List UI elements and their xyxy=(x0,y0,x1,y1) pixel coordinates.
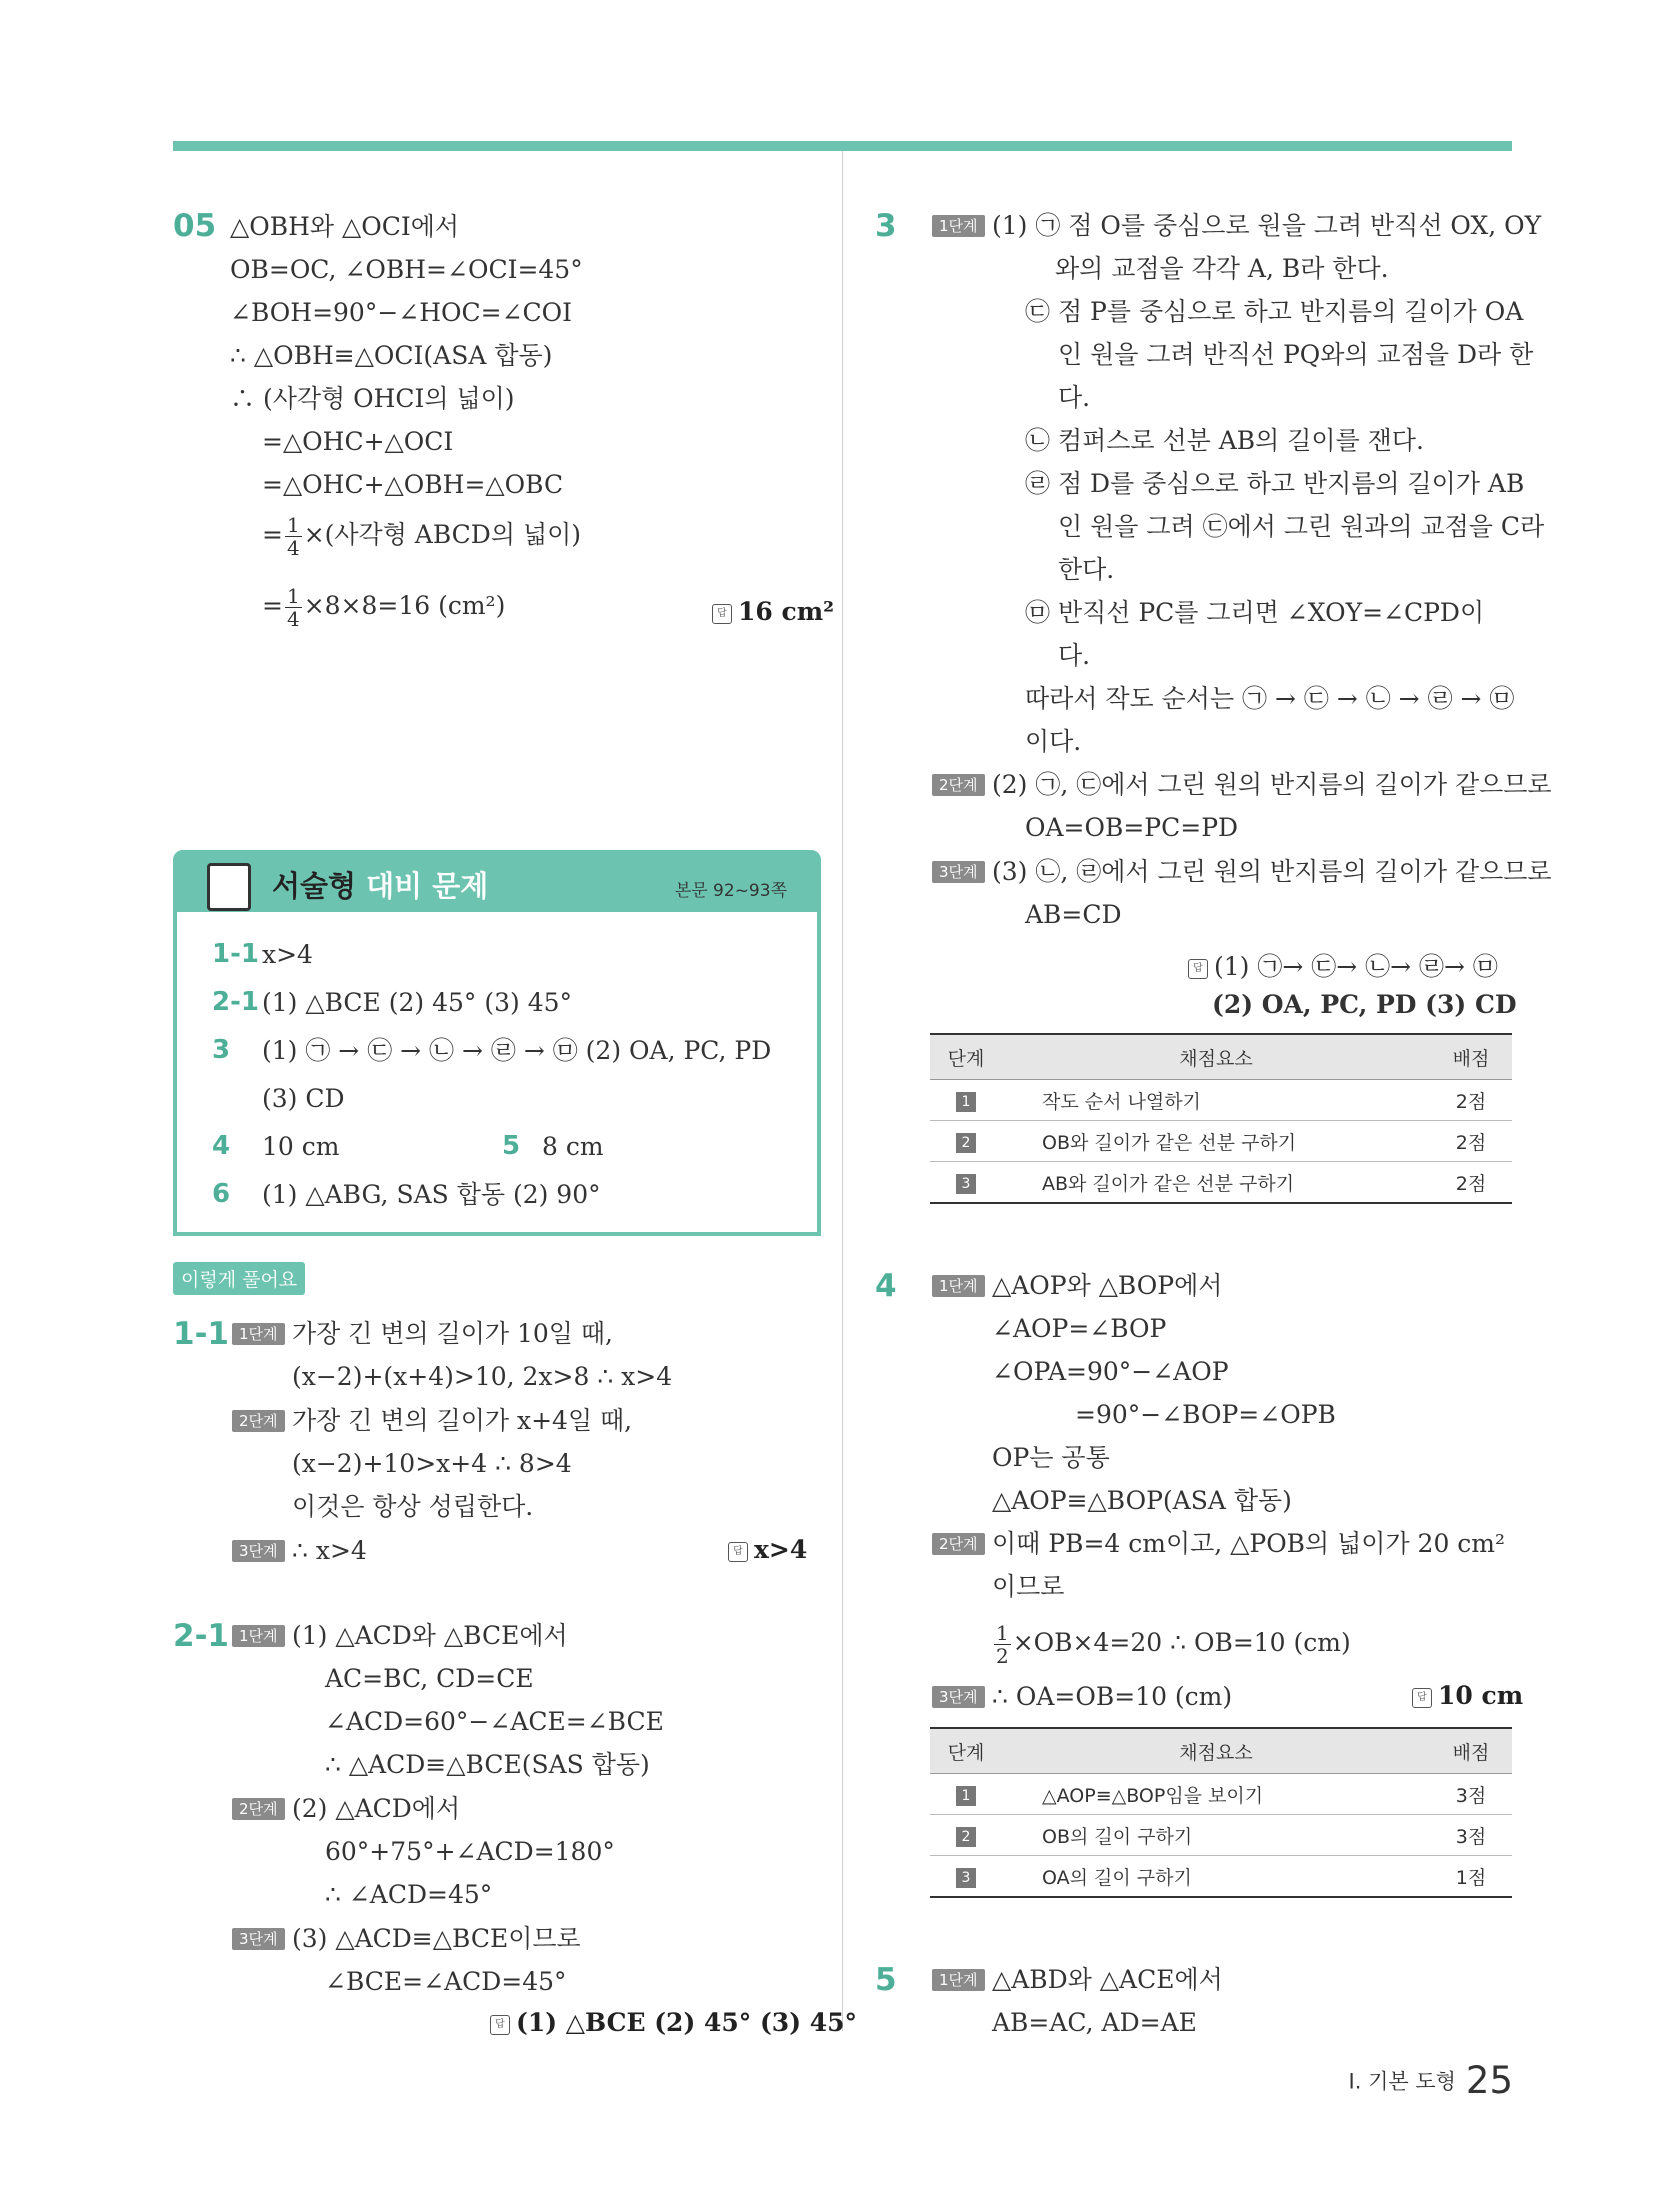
step-badge: 3단계 xyxy=(232,1928,285,1950)
problem-number: 2-1 xyxy=(173,1618,230,1654)
column-divider xyxy=(842,151,843,2031)
solution-line: ∴ OA=OB=10 (cm) xyxy=(992,1682,1233,1711)
table-row: 1 작도 순서 나열하기 2점 xyxy=(930,1080,1512,1121)
table-row: 1 △AOP≡△BOP임을 보이기 3점 xyxy=(930,1774,1512,1815)
problem-number: 05 xyxy=(173,208,217,244)
table-row: 3 AB와 길이가 같은 선분 구하기 2점 xyxy=(930,1162,1512,1204)
table-row: 2 OB의 길이 구하기 3점 xyxy=(930,1815,1512,1856)
section-tag: 이렇게 풀어요 xyxy=(173,1262,305,1295)
solution-line: =△OHC+△OBH=△OBC xyxy=(262,470,564,499)
step-badge: 2단계 xyxy=(232,1798,285,1820)
item-answer: x>4 xyxy=(262,940,313,969)
solution-line: (x−2)+(x+4)>10, 2x>8 ∴ x>4 xyxy=(292,1362,673,1391)
solution-line: 인 원을 그려 ㉢에서 그린 원과의 교점을 C라 xyxy=(1058,512,1545,541)
solution-line: ㉣ 점 D를 중심으로 하고 반지름의 길이가 AB xyxy=(1025,469,1525,498)
step-badge: 1단계 xyxy=(932,1275,985,1297)
fraction-line: = $\frac{1}{4}$ ×(사각형 ABCD의 넓이) xyxy=(262,513,581,560)
step-badge: 2단계 xyxy=(232,1410,285,1432)
chapter-label: I. 기본 도형 xyxy=(1348,2069,1456,2094)
answer-icon: 답 xyxy=(728,1542,748,1562)
solution-line: ∴ △ACD≡△BCE(SAS 합동) xyxy=(325,1750,650,1779)
page-number: 25 xyxy=(1465,2059,1513,2102)
solution-line: 60°+75°+∠ACD=180° xyxy=(325,1837,615,1866)
fraction: $\frac{1}{4}$ xyxy=(286,584,300,631)
item-number: 6 xyxy=(212,1179,231,1209)
solution-line: 이것은 항상 성립한다. xyxy=(292,1492,534,1521)
step-badge: 1단계 xyxy=(932,1969,985,1991)
solution-line: ∴ (사각형 OHCI의 넓이) xyxy=(230,384,515,413)
solution-line: =△OHC+△OCI xyxy=(262,427,454,456)
item-answer: (1) △ABG, SAS 합동 (2) 90° xyxy=(262,1180,601,1209)
item-number: 5 xyxy=(502,1131,521,1161)
solution-line: △OBH와 △OCI에서 xyxy=(230,212,460,241)
step-badge: 2단계 xyxy=(932,1533,985,1555)
answer-icon: 답 xyxy=(1188,959,1208,979)
solution-line: 다. xyxy=(1058,383,1091,412)
solution-line: ∠ACD=60°−∠ACE=∠BCE xyxy=(325,1707,664,1736)
solution-line: (x−2)+10>x+4 ∴ 8>4 xyxy=(292,1449,572,1478)
answer: 답 x>4 xyxy=(728,1535,807,1564)
answer: 답 (1) ㉠→ ㉢→ ㉡→ ㉣→ ㉤ xyxy=(1188,947,1498,983)
solution-line: △AOP와 △BOP에서 xyxy=(992,1271,1223,1300)
box-title: 서술형 대비 문제 xyxy=(272,869,489,903)
solution-line: △AOP≡△BOP(ASA 합동) xyxy=(992,1486,1292,1515)
solution-line: 한다. xyxy=(1058,555,1115,584)
answer: 답 (1) △BCE (2) 45° (3) 45° xyxy=(490,2008,857,2037)
item-answer: (1) △BCE (2) 45° (3) 45° xyxy=(262,988,573,1017)
solution-line: 가장 긴 변의 길이가 x+4일 때, xyxy=(292,1406,633,1435)
solution-line: 와의 교점을 각각 A, B라 한다. xyxy=(1055,254,1389,283)
item-number: 3 xyxy=(212,1035,231,1065)
step-badge: 2단계 xyxy=(932,774,985,796)
solution-line: 가장 긴 변의 길이가 10일 때, xyxy=(292,1319,613,1348)
table-header-row: 단계 채점요소 배점 xyxy=(930,1728,1512,1774)
problem-number: 1-1 xyxy=(173,1316,230,1352)
solution-line: (2) △ACD에서 xyxy=(292,1794,461,1823)
item-number: 1-1 xyxy=(212,939,259,969)
answer-icon: 답 xyxy=(712,604,732,624)
item-number: 4 xyxy=(212,1131,231,1161)
solution-line: ∴ ∠ACD=45° xyxy=(325,1880,493,1909)
solution-line: ∠BCE=∠ACD=45° xyxy=(325,1967,567,1996)
solution-line: ㉤ 반직선 PC를 그리면 ∠XOY=∠CPD이 xyxy=(1025,598,1485,627)
solution-line: △ABD와 △ACE에서 xyxy=(992,1965,1223,1994)
solution-line: 다. xyxy=(1058,641,1091,670)
step-badge: 3단계 xyxy=(932,1686,985,1708)
answer-icon: 답 xyxy=(1412,1688,1432,1708)
table-row: 3 OA의 길이 구하기 1점 xyxy=(930,1856,1512,1898)
item-answer: (3) CD xyxy=(262,1084,345,1113)
table-row: 2 OB와 길이가 같은 선분 구하기 2점 xyxy=(930,1121,1512,1162)
solution-line: ∴ x>4 xyxy=(292,1536,367,1565)
fraction-line: $\frac{1}{2}$ ×OB×4=20 ∴ OB=10 (cm) xyxy=(996,1621,1351,1668)
box-header xyxy=(177,854,817,912)
solution-line: 인 원을 그려 반직선 PQ와의 교점을 D라 한 xyxy=(1058,340,1534,369)
step-badge: 3단계 xyxy=(232,1540,285,1562)
solution-line: 따라서 작도 순서는 ㉠ → ㉢ → ㉡ → ㉣ → ㉤ xyxy=(1025,684,1515,713)
solution-line: (1) ㉠ 점 O를 중심으로 원을 그려 반직선 OX, OY xyxy=(992,211,1542,240)
answer-icon: 답 xyxy=(490,2015,510,2035)
scoring-table xyxy=(930,1033,1512,1204)
solution-line: OP는 공통 xyxy=(992,1443,1110,1472)
problem-number: 3 xyxy=(875,208,897,244)
step-badge: 3단계 xyxy=(932,861,985,883)
solution-line: ∴ △OBH≡△OCI(ASA 합동) xyxy=(230,341,553,370)
answer: 답 10 cm xyxy=(1412,1681,1523,1710)
fraction: $\frac{1}{2}$ xyxy=(996,1621,1009,1668)
solution-line: 이때 PB=4 cm이고, △POB의 넓이가 20 cm² xyxy=(992,1529,1506,1558)
fraction: $\frac{1}{4}$ xyxy=(286,513,300,560)
solution-line: ㉡ 컴퍼스로 선분 AB의 길이를 잰다. xyxy=(1025,426,1424,455)
solution-line: OA=OB=PC=PD xyxy=(1025,813,1239,842)
solution-line: ∠BOH=90°−∠HOC=∠COI xyxy=(230,298,573,327)
solution-line: AC=BC, CD=CE xyxy=(325,1664,534,1693)
solution-line: ∠OPA=90°−∠AOP xyxy=(992,1357,1229,1386)
top-accent-bar xyxy=(173,141,1512,151)
problem-number: 5 xyxy=(875,1962,897,1998)
answer-summary-box xyxy=(173,850,821,1236)
item-answer: 8 cm xyxy=(542,1132,604,1161)
solution-line: AB=CD xyxy=(1025,900,1122,929)
fraction-line: = $\frac{1}{4}$ ×8×8=16 (cm²) xyxy=(262,584,506,631)
checklist-icon xyxy=(207,863,251,911)
table-header-row: 단계 채점요소 배점 xyxy=(930,1034,1512,1080)
solution-line: OB=OC, ∠OBH=∠OCI=45° xyxy=(230,255,583,284)
problem-number: 4 xyxy=(875,1268,897,1304)
answer: 답 16 cm² xyxy=(712,597,834,626)
solution-line: ㉢ 점 P를 중심으로 하고 반지름의 길이가 OA xyxy=(1025,297,1524,326)
solution-line: (3) △ACD≡△BCE이므로 xyxy=(292,1924,581,1953)
item-number: 2-1 xyxy=(212,987,259,1017)
solution-line: 이다. xyxy=(1025,727,1082,756)
solution-line: =90°−∠BOP=∠OPB xyxy=(1075,1400,1336,1429)
solution-line: (3) ㉡, ㉣에서 그린 원의 반지름의 길이가 같으므로 xyxy=(992,857,1552,886)
box-reference: 본문 92~93쪽 xyxy=(674,881,787,901)
solution-line: 이므로 xyxy=(992,1572,1065,1601)
solution-line: AB=AC, AD=AE xyxy=(992,2008,1197,2037)
solution-line: (1) △ACD와 △BCE에서 xyxy=(292,1621,568,1650)
answer: (2) OA, PC, PD (3) CD xyxy=(1212,990,1517,1019)
item-answer: (1) ㉠ → ㉢ → ㉡ → ㉣ → ㉤ (2) OA, PC, PD xyxy=(262,1036,772,1065)
solution-line: (2) ㉠, ㉢에서 그린 원의 반지름의 길이가 같으므로 xyxy=(992,770,1552,799)
step-badge: 1단계 xyxy=(932,215,985,237)
solution-line: ∠AOP=∠BOP xyxy=(992,1314,1167,1343)
page-footer xyxy=(1349,2059,1513,2102)
step-badge: 1단계 xyxy=(232,1323,285,1345)
scoring-table xyxy=(930,1727,1512,1898)
item-answer: 10 cm xyxy=(262,1132,340,1161)
step-badge: 1단계 xyxy=(232,1625,285,1647)
